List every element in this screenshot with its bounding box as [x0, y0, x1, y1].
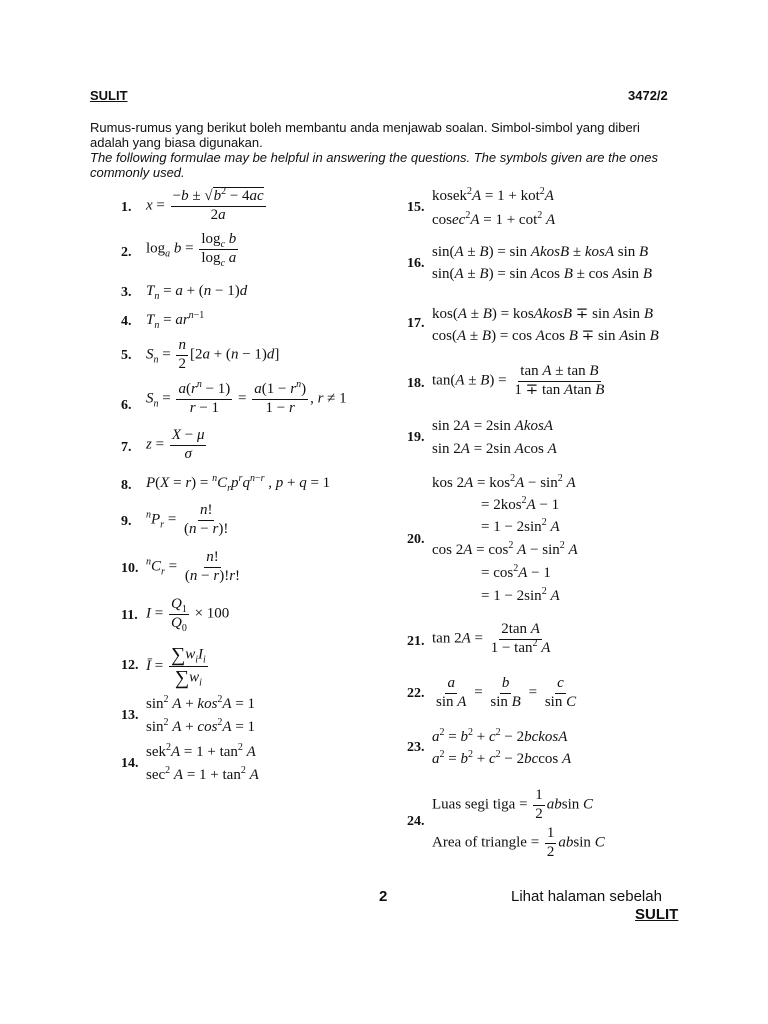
- formula-number-14: 14.: [121, 756, 139, 771]
- formula-number-11: 11.: [121, 608, 138, 623]
- formula-number-4: 4.: [121, 314, 132, 329]
- formula-number-7: 7.: [121, 440, 132, 455]
- formula-number-22: 22.: [407, 686, 425, 701]
- formula-16b: sin(A ± B) = sin Acos B ± cos Asin B: [432, 266, 652, 282]
- formula-number-17: 17.: [407, 316, 425, 331]
- formula-1: x = $\frac{-b \pm √b^2 - 4ac}{2a}$: [146, 186, 264, 223]
- formula-number-18: 18.: [407, 376, 425, 391]
- formula-17b: cos(A ± B) = cos Acos B ∓ sin Asin B: [432, 328, 659, 344]
- page-number: 2: [379, 888, 388, 905]
- formula-19b: sin 2A = 2sin Acos A: [432, 441, 557, 457]
- formula-number-24: 24.: [407, 814, 425, 829]
- formula-number-2: 2.: [121, 245, 132, 260]
- formula-number-1: 1.: [121, 200, 132, 215]
- formula-22: $\frac{a}{\text{sin A}}$ = $\frac{b}{\text{sin B}}$ = $\frac{c}{\text{sin C}}$: [436, 675, 577, 710]
- header-paper-code: 3472/2: [628, 88, 668, 103]
- formula-number-19: 19.: [407, 430, 425, 445]
- formula-2: $\log_a b$ = $\frac{\log_c b}{\log_c a}$: [146, 231, 237, 269]
- formula-20f: = $1 - 2\sin^2$ A: [481, 586, 560, 604]
- formula-5: $S_n$ = $\frac{n}{2}$ [2a + (n − 1)d]: [146, 337, 280, 372]
- formula-3: $T_n = a + (n - 1)d$: [146, 283, 248, 302]
- formula-number-21: 21.: [407, 634, 425, 649]
- formula-20d: $\cos 2A = \cos^2 A - \sin^2 A$: [432, 540, 578, 558]
- formula-20b: = 2kos$^2$A − 1: [481, 495, 560, 513]
- formula-number-20: 20.: [407, 532, 425, 547]
- formula-number-15: 15.: [407, 200, 425, 215]
- formula-15b: $cosec^2A = 1 + \cot^2 A$: [432, 210, 556, 228]
- formula-number-3: 3.: [121, 285, 132, 300]
- formula-18: tan(A ± B) = $\frac{\text{tan A ± tan B}}{\text{1 ∓ tan Atan B}}$: [432, 363, 605, 398]
- formula-12: Ī = $\sum w_iI_i$ $\sum w_i$: [146, 644, 206, 689]
- formula-15a: kosek$^2$A = 1 + kot$^2$A: [432, 186, 554, 204]
- formula-21: tan 2A = $\frac{\text{2tan A}}{1 - \tan^2 A}$: [432, 621, 551, 656]
- formula-13a: $\sin^2 A + kos^2A = 1$: [146, 694, 256, 712]
- formula-16a: sin(A ± B) = sin AkosB ± kosA sin B: [432, 244, 649, 260]
- formula-23b: $a^2 = b^2 + c^2 - 2bccos$ A: [432, 749, 572, 767]
- formula-20c: = $1 - 2\sin^2$ A: [481, 517, 560, 535]
- formula-11: I = $\frac{Q_1}{Q_0}$ × 100: [146, 596, 230, 634]
- formula-9: $^nP_r$ = $\frac{n!}{(n - r)!}$: [146, 502, 229, 537]
- formula-24b: Area of triangle = $\frac{1}{2}$ absin C: [432, 825, 605, 860]
- formula-number-13: 13.: [121, 708, 139, 723]
- formula-24a-label: Luas segi tiga =: [432, 796, 528, 813]
- formula-20e: = $\cos^2A - 1$: [481, 563, 551, 581]
- formula-number-16: 16.: [407, 256, 425, 271]
- formula-number-8: 8.: [121, 478, 132, 493]
- intro-english: The following formulae may be helpful in answering the questions. The symbols given are the ones commonly used.: [90, 150, 658, 180]
- next-page-note: Lihat halaman sebelah: [511, 888, 662, 905]
- formula-number-5: 5.: [121, 348, 132, 363]
- formula-4: $T_n = ar^{n-1}$: [146, 310, 205, 331]
- formula-13b: $\sin^2 A + \cos^2A = 1$: [146, 717, 256, 735]
- intro-malay: Rumus-rumus yang berikut boleh membantu anda menjawab soalan. Simbol-simbol yang diberi adalah yang biasa digunakan.: [90, 120, 640, 150]
- formula-8: $P(X = r) = ^nC_rp^rq^{n-r}$ , p + q = 1: [146, 473, 331, 494]
- formula-7: z = $\frac{X - \mu}{\sigma}$: [146, 427, 205, 462]
- header-sulit: SULIT: [90, 88, 128, 103]
- formula-number-23: 23.: [407, 740, 425, 755]
- formula-17a: kos(A ± B) = kosAkosB ∓ sin Asin B: [432, 306, 653, 322]
- formula-23a: $a^2 = b^2 + c^2$ − 2bckosA: [432, 727, 568, 745]
- formula-number-9: 9.: [121, 514, 132, 529]
- formula-19a: sin 2A = 2sin AkosA: [432, 418, 553, 434]
- formula-14a: $sek^2A = 1 + \tan^2 A$: [146, 742, 256, 760]
- formula-number-12: 12.: [121, 658, 139, 673]
- formula-14b: $\sec^2 A = 1 + \tan^2 A$: [146, 765, 259, 783]
- formula-6: $S_n$ = $\frac{a(r^n - 1)}{r - 1}$ = $\frac{a(1 - r^n)}{1 - r}$ , r ≠ 1: [146, 379, 347, 416]
- formula-20a: kos $2A = kos^2A - \sin^2 A$: [432, 473, 576, 491]
- formula-24a: Luas segi tiga = $\frac{1}{2}$ absin C: [432, 787, 594, 822]
- footer-sulit: SULIT: [635, 906, 679, 923]
- formula-24b-label: Area of triangle =: [432, 834, 540, 851]
- formula-number-6: 6.: [121, 398, 132, 413]
- formula-10: $^nC_r$ = $\frac{n!}{(n - r)!r!}$: [146, 549, 241, 584]
- formula-number-10: 10.: [121, 561, 139, 576]
